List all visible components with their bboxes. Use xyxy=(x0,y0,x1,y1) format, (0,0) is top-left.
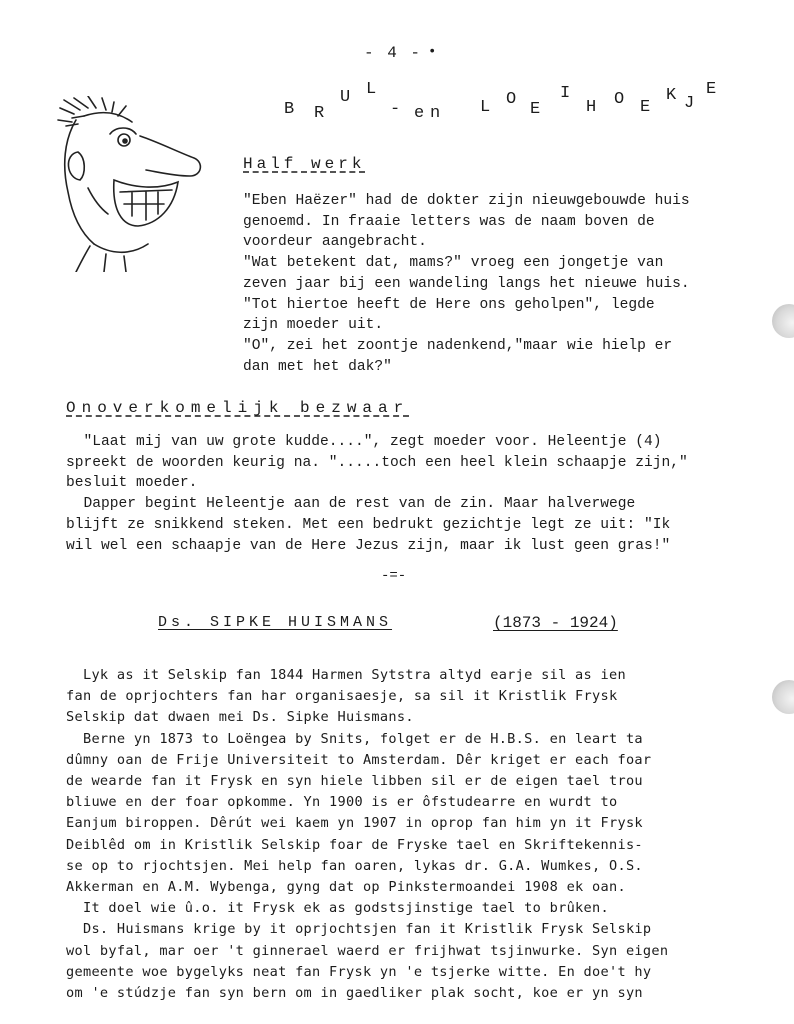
section-heading-onoverkomelijk: Onoverkomelijk bezwaar xyxy=(66,399,410,417)
section-heading-half-werk: Half werk xyxy=(243,155,366,173)
text-line: se op to rjochtsjen. Mei help fan oaren, lykas dr. G.A. Wumkes, O.S. xyxy=(66,857,643,874)
text-line: "Eben Haëzer" had de dokter zijn nieuwgebouwde huis xyxy=(243,193,690,209)
text-line: gemeente woe bygelyks neat fan Frysk yn 'e tsjerke witte. En doe't hy xyxy=(66,963,652,980)
text-line: Eanjum biroppen. Dêrút wei kaem yn 1907 in oprop fan him yn it Frysk xyxy=(66,815,643,832)
text-line: wol byfal, mar oer 't ginnerael waerd er frijhwat tsjinwurke. Syn eigen xyxy=(66,942,669,959)
paragraph-onoverkomelijk xyxy=(66,432,688,556)
text-line: Selskip dat dwaen mei Ds. Sipke Huismans. xyxy=(66,709,414,726)
title-letter: K xyxy=(666,86,677,105)
text-line: fan de oprjochters fan har organisaesje, sa sil it Kristlik Frysk xyxy=(66,688,618,705)
text-line: blijft ze snikkend steken. Met een bedrukt gezichtje legt ze uit: "Ik xyxy=(66,516,671,533)
text-line: genoemd. In fraaie letters was de naam boven de xyxy=(243,213,655,230)
cartoon-face-illustration xyxy=(54,96,210,272)
page-number: - 4 - xyxy=(364,44,423,62)
title-letter: E xyxy=(530,100,541,119)
title-letter: n xyxy=(430,104,441,123)
text-line: "O", zei het zoontje nadenkend,"maar wie hielp er xyxy=(243,337,673,354)
text-line: Lyk as it Selskip fan 1844 Harmen Sytstra altyd earje sil as ien xyxy=(66,667,626,683)
title-letter: L xyxy=(366,80,377,99)
punch-hole xyxy=(772,680,794,714)
text-line: de wearde fan it Frysk en syn hiele libben sil er de eigen tael trou xyxy=(66,773,643,790)
title-letter: E xyxy=(640,98,651,117)
text-line: Akkerman en A.M. Wybenga, gyng dat op Pinkstermoandei 1908 ek oan. xyxy=(66,879,626,896)
text-line: bliuwe en der foar opkomme. Yn 1900 is er ôfstudearre en wurdt to xyxy=(66,794,618,811)
text-line: zeven jaar bij een wandeling langs het nieuwe huis. xyxy=(243,275,690,292)
text-line: Dapper begint Heleentje aan de rest van de zin. Maar halverwege xyxy=(66,496,636,513)
text-line: "Tot hiertoe heeft de Here ons geholpen", legde xyxy=(243,296,655,313)
title-letter: H xyxy=(586,98,597,117)
text-line: besluit moeder. xyxy=(66,475,198,492)
text-line: It doel wie û.o. it Frysk ek as godstsjinstige tael to brûken. xyxy=(66,900,609,917)
text-line: zijn moeder uit. xyxy=(243,317,384,334)
title-letter: L xyxy=(480,98,491,117)
page-mark: • xyxy=(428,44,437,60)
title-letter: B xyxy=(284,100,295,119)
title-letter: I xyxy=(560,84,571,103)
text-line: Ds. Huismans krige by it oprjochtsjen fan it Kristlik Frysk Selskip xyxy=(66,921,652,938)
paragraph-half-werk xyxy=(243,191,690,377)
text-line: Berne yn 1873 to Loëngea by Snits, folget er de H.B.S. en leart ta xyxy=(66,730,643,747)
text-line: om 'e stúdzje fan syn bern om in gaedliker plak socht, koe er yn syn xyxy=(66,985,643,1002)
text-line: wil wel een schaapje van de Here Jezus zijn, maar ik lust geen gras!" xyxy=(66,537,671,554)
text-line: "Wat betekent dat, mams?" vroeg een jongetje van xyxy=(243,255,664,272)
title-letter: R xyxy=(314,104,325,123)
title-letter: - xyxy=(390,100,401,119)
section-separator: -=- xyxy=(381,568,407,584)
title-letter: O xyxy=(506,90,517,109)
text-line: voordeur aangebracht. xyxy=(243,234,427,251)
section-years: (1873 - 1924) xyxy=(493,614,618,632)
paragraph-sipke-huismans xyxy=(66,665,668,1004)
punch-hole xyxy=(772,304,794,338)
title-letter: J xyxy=(684,94,695,113)
title-letter: E xyxy=(706,80,717,99)
text-line: dûmny oan de Frije Universiteit to Amsterdam. Dêr kriget er each foar xyxy=(66,751,652,768)
title-letter: e xyxy=(414,104,425,123)
text-line: dan met het dak?" xyxy=(243,358,392,375)
text-line: spreekt de woorden keurig na. ".....toch een heel klein schaapje zijn," xyxy=(66,454,688,471)
section-title-sipke-huismans: Ds. SIPKE HUISMANS xyxy=(158,614,393,631)
text-line: Deiblêd om in Kristlik Selskip foar de Fryske tael en Skriftekennis- xyxy=(66,836,643,853)
title-letter: U xyxy=(340,88,351,107)
title-letter: O xyxy=(614,90,625,109)
text-line: "Laat mij van uw grote kudde....", zegt moeder voor. Heleentje (4) xyxy=(66,434,662,450)
